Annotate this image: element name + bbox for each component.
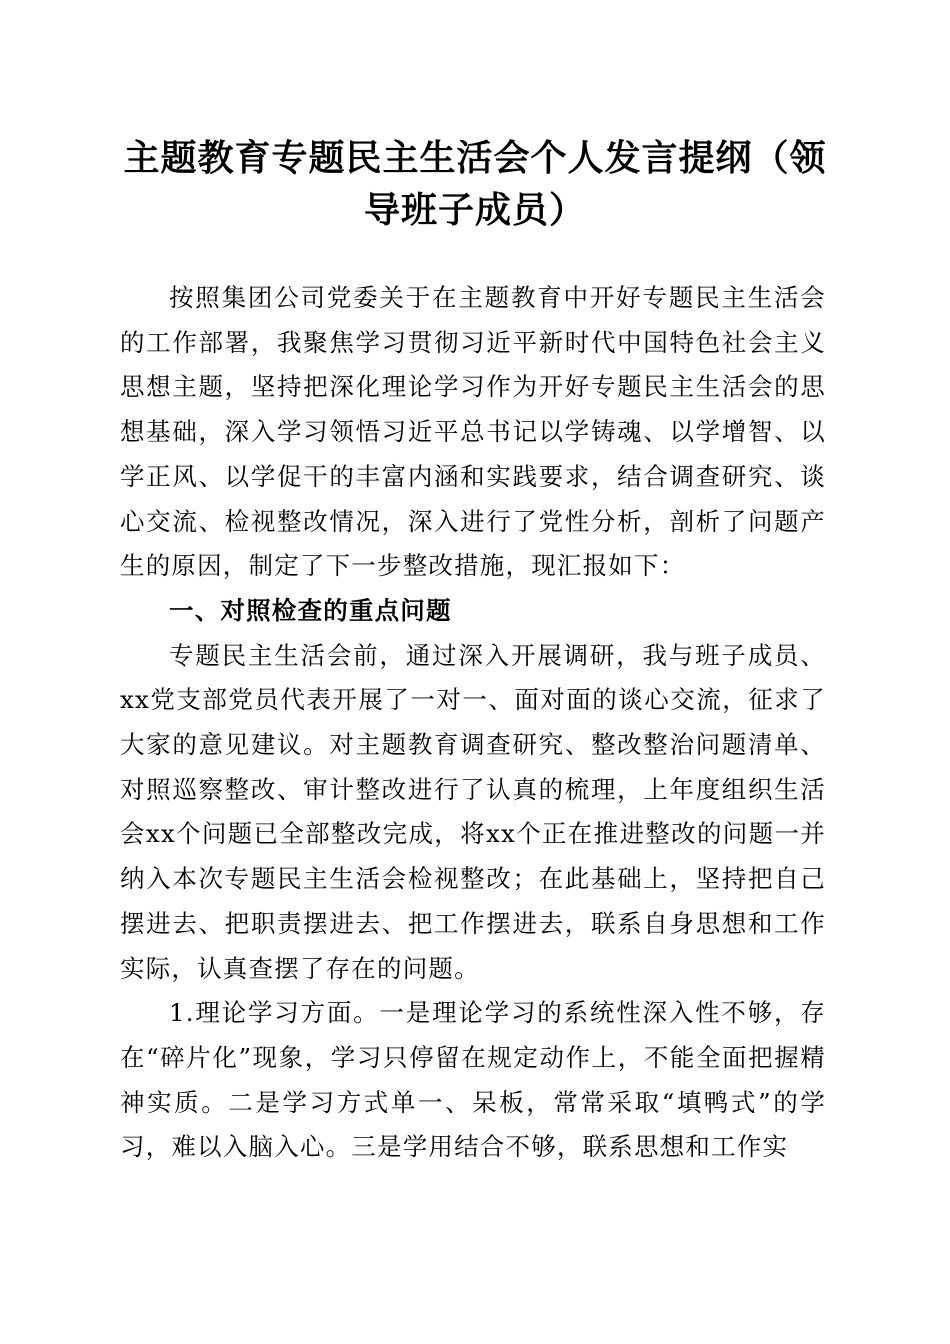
section-heading: 一、对照检查的重点问题	[169, 595, 452, 625]
document-title: 主题教育专题民主生活会个人发言提纲（领导班子成员）	[123, 137, 827, 231]
intro-paragraph: 按照集团公司党委关于在主题教育中开好专题民主生活会的工作部署，我聚焦学习贯彻习近平新时代中国特色社会主义思想主题，坚持把深化理论学习作为开好专题民主生活会的思想基础，深入学习领悟习近平总书记以学铸魂、以学增智、以学正风、以学促干的丰富内涵和实践要求，结合调查研究、谈心交流、检视整改情况，深入进行了党性分析，剖析了问题产生的原因，制定了下一步整改措施，现汇报如下：	[120, 283, 826, 581]
theory-study-paragraph: 1.理论学习方面。一是理论学习的系统性深入性不够，存在“碎片化”现象，学习只停留在规定动作上，不能全面把握精神实质。二是学习方式单一、呆板，常常采取“填鸭式”的学习，难以入脑入心。三是学用结合不够，联系思想和工作实	[120, 998, 826, 1162]
document-body	[120, 276, 826, 1170]
section-paragraph: 专题民主生活会前，通过深入开展调研，我与班子成员、xx党支部党员代表开展了一对一、面对面的谈心交流，征求了大家的意见建议。对主题教育调查研究、整改整治问题清单、对照巡察整改、审计整改进行了认真的梳理，上年度组织生活会xx个问题已全部整改完成，将xx个正在推进整改的问题一并纳入本次专题民主生活会检视整改；在此基础上，坚持把自己摆进去、把职责摆进去、把工作摆进去，联系自身思想和工作实际，认真查摆了存在的问题。	[120, 640, 826, 983]
